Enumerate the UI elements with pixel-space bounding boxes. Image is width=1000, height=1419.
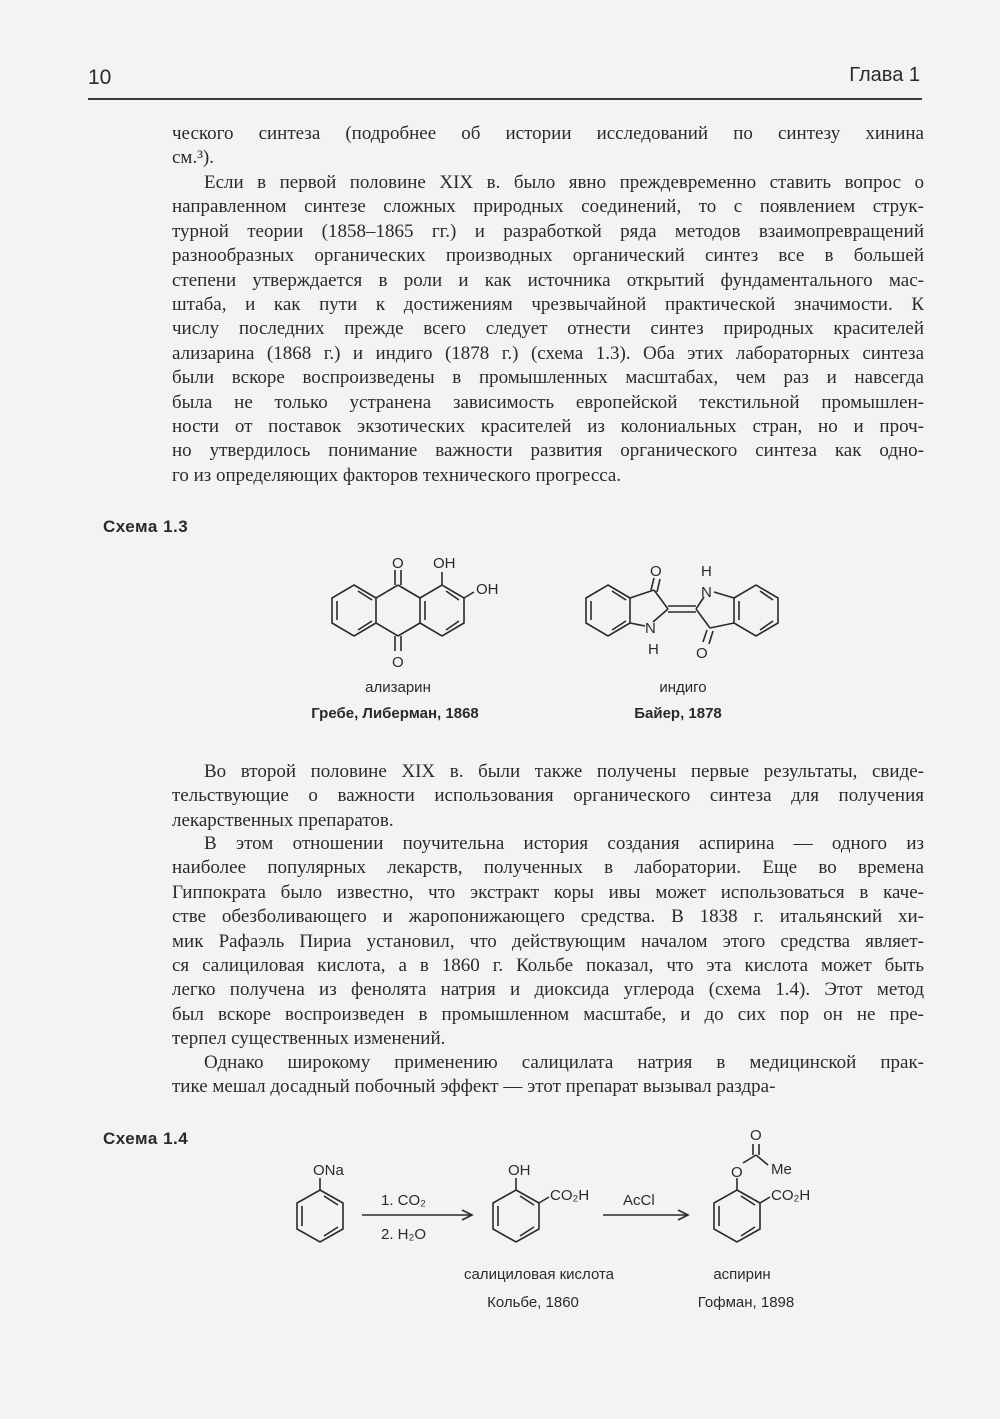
page-number: 10 bbox=[88, 66, 112, 89]
text-line: тельствующие о важности использования органического синтеза для получения bbox=[172, 785, 924, 807]
salicylic-acid-structure bbox=[493, 1162, 589, 1242]
alizarin-o-bottom: O bbox=[392, 654, 404, 671]
salicylic-co2h: CO₂H bbox=[550, 1187, 590, 1204]
aspirin-name: аспирин bbox=[713, 1266, 771, 1283]
text-line: мик Рафаэль Пириа установил, что действующим началом этого средства являет- bbox=[172, 930, 924, 952]
text-line: направленном синтезе сложных природных соединений, то с появлением струк- bbox=[172, 196, 924, 218]
alizarin-o-top: O bbox=[392, 555, 404, 572]
text-line: ческого синтеза (подробнее об истории исследований по синтезу хинина bbox=[172, 123, 924, 144]
chapter-title: Глава 1 bbox=[849, 64, 920, 86]
alizarin-oh1: OH bbox=[433, 555, 456, 572]
text-line: Гиппократа было известно, что экстракт коры ивы может использоваться в каче- bbox=[172, 881, 924, 903]
text-line: легко получена из фенолята натрия и диоксида углерода (схема 1.4). Этот метод bbox=[172, 979, 924, 1001]
reaction-arrow-1 bbox=[362, 1192, 472, 1243]
aspirin-o-ester: O bbox=[731, 1164, 743, 1181]
text-line: тике мешал досадный побочный эффект — этот препарат вызывал раздра- bbox=[172, 1076, 776, 1098]
salicylic-acid-name: салициловая кислота bbox=[463, 1266, 615, 1283]
phenolate-structure bbox=[297, 1162, 345, 1242]
text-line: была не только устранена зависимость европейской текстильной промышлен- bbox=[172, 391, 924, 413]
text-line: го из определяющих факторов технического прогресса. bbox=[172, 464, 622, 486]
scheme-1-4-label: Схема 1.4 bbox=[103, 1129, 189, 1148]
text-line: ности от поставок экзотических красителей из колониальных стран, но и проч- bbox=[172, 416, 924, 438]
text-line: см.³). bbox=[172, 147, 214, 169]
text-line: разнообразных органических производных органический синтез все в большей bbox=[172, 245, 924, 267]
text-line: но утвердилось понимание важности развития органического синтеза как одно- bbox=[172, 440, 924, 462]
aspirin-o-carbonyl: O bbox=[750, 1127, 762, 1144]
text-line: Если в первой половине XIX в. было явно преждевременно ставить вопрос о bbox=[204, 172, 924, 193]
text-line: Во второй половине XIX в. были также получены первые результаты, свиде- bbox=[204, 761, 924, 782]
indigo-n-bottom: N bbox=[645, 620, 656, 637]
alizarin-oh2: OH bbox=[476, 581, 499, 598]
text-line: лекарственных препаратов. bbox=[172, 809, 394, 831]
alizarin-name: ализарин bbox=[365, 679, 431, 696]
reaction-arrow-2 bbox=[603, 1192, 688, 1220]
text-line: терпел существенных изменений. bbox=[172, 1028, 446, 1050]
alizarin-credit: Гребе, Либерман, 1868 bbox=[311, 705, 479, 722]
text-line: штаба, и как пути к достижениям чрезвычайной практической значимости. К bbox=[172, 294, 924, 316]
text-line: стве обезболивающего и жаропонижающего средства. В 1838 г. итальянский хи- bbox=[172, 906, 924, 928]
aspirin-me: Me bbox=[771, 1161, 792, 1178]
indigo-credit: Байер, 1878 bbox=[634, 705, 722, 722]
indigo-name: индиго bbox=[659, 679, 707, 696]
phenolate-ona: ONa bbox=[313, 1162, 344, 1179]
text-line: В этом отношении поучительна история создания аспирина — одного из bbox=[204, 833, 924, 854]
aspirin-co2h: CO₂H bbox=[771, 1187, 811, 1204]
arrow2-reagent: AcCl bbox=[623, 1192, 655, 1209]
indigo-o-bottom: O bbox=[696, 645, 708, 662]
text-line: ализарина (1868 г.) и индиго (1878 г.) (схема 1.3). Оба этих лабораторных синтеза bbox=[172, 342, 924, 364]
text-line: был вскоре воспроизведен в промышленном масштабе, и до сих пор он не пре- bbox=[172, 1003, 924, 1025]
indigo-h-bottom: H bbox=[648, 641, 659, 658]
text-line: Однако широкому применению салицилата натрия в медицинской прак- bbox=[204, 1052, 924, 1073]
text-line: числу последних прежде всего следует отнести синтез природных красителей bbox=[172, 318, 924, 340]
scheme-1-3-label: Схема 1.3 bbox=[103, 517, 189, 536]
text-line: были вскоре воспроизведены в промышленных масштабах, чем раз и навсегда bbox=[172, 367, 924, 389]
text-line: турной теории (1858–1865 гг.) и разработкой ряда методов взаимопревращений bbox=[172, 220, 924, 242]
arrow1-reagent-1: 1. CO₂ bbox=[381, 1192, 426, 1209]
aspirin-credit: Гофман, 1898 bbox=[697, 1294, 795, 1311]
text-line: ся салициловая кислота, а в 1860 г. Кольбе показал, что эта кислота может быть bbox=[172, 955, 924, 977]
text-line: степени утверждается в роли и как источника открытий фундаментального мас- bbox=[172, 269, 924, 291]
text-line: наиболее популярных лекарств, полученных в лаборатории. Еще во времена bbox=[172, 857, 924, 879]
salicylic-acid-credit: Кольбе, 1860 bbox=[487, 1294, 579, 1311]
aspirin-structure bbox=[714, 1127, 810, 1242]
salicylic-oh: OH bbox=[508, 1162, 531, 1179]
indigo-h-top: H bbox=[701, 563, 712, 580]
indigo-o-top: O bbox=[650, 563, 662, 580]
arrow1-reagent-2: 2. H₂O bbox=[381, 1226, 426, 1243]
indigo-n-top: N bbox=[701, 584, 712, 601]
